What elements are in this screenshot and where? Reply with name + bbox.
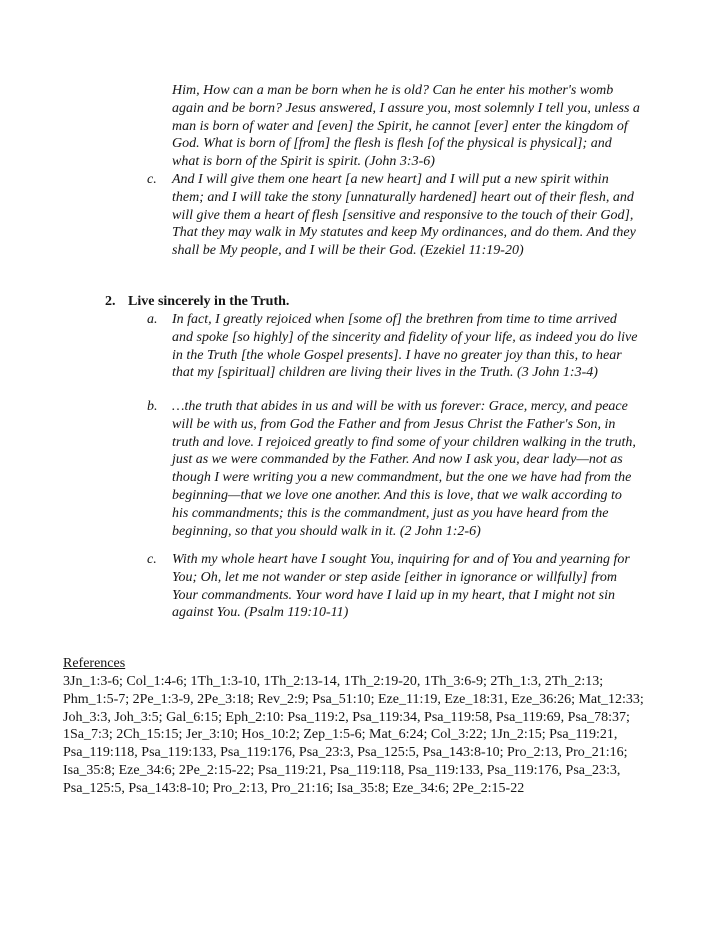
references-heading: References [63,656,126,671]
list-item-2c [147,551,640,622]
list-marker-2b: b. [147,399,158,414]
list-marker-2a: a. [147,312,158,327]
list-item-1c [147,171,640,260]
references-list: 3Jn_1:3-6; Col_1:4-6; 1Th_1:3-10, 1Th_2:13-14, 1Th_2:19-20, 1Th_3:6-9; 2Th_1:3, 2Th_2:13; Phm_1:5-7; 2Pe_1:3-9, 2Pe_3:18; Rev_2:9; Psa_51:10; Eze_11:19, Eze_18:31, Eze_36:26; Mat_12:33; Joh_3:3, Joh_3:5; Gal_6:15; Eph_2:10: Psa_119:2, Psa_119:34, Psa_119:58, Psa_119:69, Psa_78:37; 1Sa_7:3; 2Ch_15:15; Jer_3:10; Hos_10:2; Zep_1:5-6; Mat_6:24; Col_3:22; 1Jn_2:15; Psa_119:21, Psa_119:118, Psa_119:133, Psa_119:176, Psa_23:3, Psa_125:5, Psa_143:8-10; Pro_2:13, Pro_21:16; Isa_35:8; Eze_34:6; 2Pe_2:15-22; Psa_119:21, Psa_119:118, Psa_119:133, Psa_119:176, Psa_23:3, Psa_125:5, Psa_143:8-10; Pro_2:13, Pro_21:16; Isa_35:8; Eze_34:6; 2Pe_2:15-22 [63,674,644,796]
list-item-2b-text: …the truth that abides in us and will be with us forever: Grace, mercy, and peace will be with us, from God the Father and from Jesus Christ the Father's Son, in truth and love. I rejoiced greatly to find some of your children walking in the truth, just as we were commanded by the Father. And now I ask you, dear lady—not as though I were writing you a new commandment, but the one we have had from the beginning—that we love one another. And this is love, that we walk according to his commandments; this is the commandment, just as you have heard from the beginning, so that you should walk in it. (2 John 1:2-6) [172,399,636,539]
section-2-title: Live sincerely in the Truth. [128,294,290,309]
list-marker-1c: c. [147,172,157,187]
list-item-2a-text: In fact, I greatly rejoiced when [some of] the brethren from time to time arrived and spoke [so highly] of the sincerity and fidelity of your life, as indeed you do live in the Truth [the whole Gospel presents]. I have no greater joy than this, to hear that my [spiritual] children are living their lives in the Truth. (3 John 1:3-4) [172,312,638,381]
list-item-2a [147,311,640,382]
list-item-2c-text: With my whole heart have I sought You, inquiring for and of You and yearning for You; Oh, let me not wander or step aside [either in ignorance or willfully] from Your commandments. Your word have I laid up in my heart, that I might not sin against You. (Psalm 119:10-11) [172,552,630,621]
list-marker-2c: c. [147,552,157,567]
section-2-heading [105,293,625,311]
list-item-1c-text: And I will give them one heart [a new heart] and I will put a new spirit within them; and I will take the stony [unnaturally hardened] heart out of their flesh, and will give them a heart of flesh [sensitive and responsive to the touch of their God], That they may walk in My statutes and keep My ordinances, and do them. And they shall be My people, and I will be their God. (Ezekiel 11:19-20) [172,172,636,259]
list-item-2b [147,398,640,540]
section-2-number: 2. [105,294,116,309]
continuation-quote: Him, How can a man be born when he is old? Can he enter his mother's womb again and be born? Jesus answered, I assure you, most solemnly I tell you, unless a man is born of water and [even] the Spirit, he cannot [ever] enter the kingdom of God. What is born of [from] the flesh is flesh [of the physical is physical]; and what is born of the Spirit is spirit. (John 3:3-6) [172,83,640,170]
